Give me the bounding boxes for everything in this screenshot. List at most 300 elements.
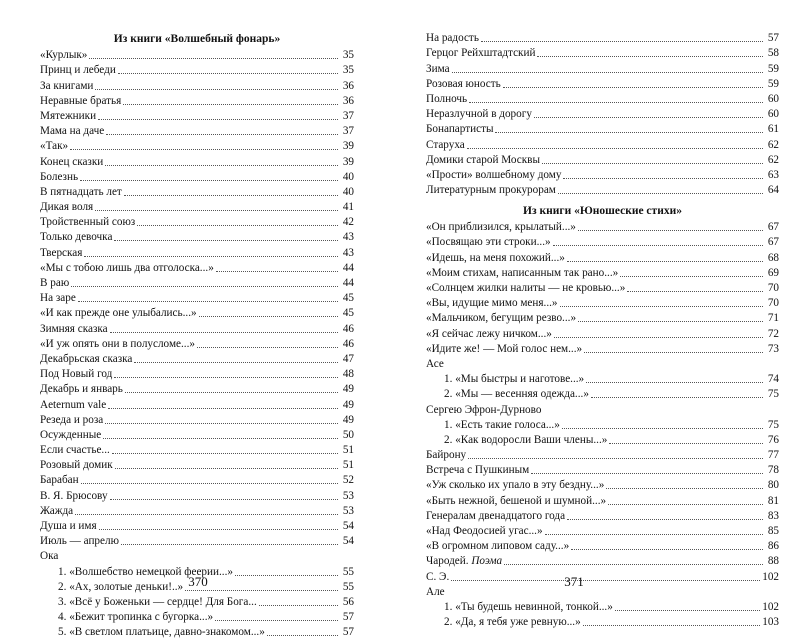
toc-entry-title: «Курлык» bbox=[40, 49, 88, 62]
leader-dots bbox=[504, 561, 763, 565]
toc-entry-title: Только девочка bbox=[40, 231, 113, 244]
toc-entry-title: В пятнадцать лет bbox=[40, 185, 122, 198]
toc-entry-page: 44 bbox=[342, 261, 354, 274]
leader-dots bbox=[108, 405, 338, 409]
toc-entry-page: 103 bbox=[762, 616, 779, 629]
leader-dots bbox=[215, 617, 338, 621]
toc-entry-title: 2. «Мы — весенняя одежда...» bbox=[444, 388, 589, 401]
leader-dots bbox=[267, 632, 338, 636]
toc-entry bbox=[426, 311, 779, 326]
toc-entry-page: 75 bbox=[767, 418, 779, 431]
toc-entry-title: 4. «Бежит тропинка с бугорка...» bbox=[58, 611, 214, 624]
toc-entry-title: 5. «В светлом платьице, давно-знакомом...» bbox=[58, 626, 265, 639]
toc-entry bbox=[40, 154, 354, 169]
toc-entry-title: Болезнь bbox=[40, 170, 79, 183]
toc-entry-title: Ока bbox=[40, 550, 59, 563]
toc-entry bbox=[40, 321, 354, 336]
toc-entry-page: 77 bbox=[767, 449, 779, 462]
toc-entry-page: 37 bbox=[342, 109, 354, 122]
toc-entry-page: 37 bbox=[342, 125, 354, 138]
toc-entry-page: 75 bbox=[767, 388, 779, 401]
toc-entry bbox=[426, 342, 779, 357]
toc-entry-page: 54 bbox=[342, 520, 354, 532]
toc-entry-title: Если счастье... bbox=[40, 444, 110, 457]
toc-entry-title: Декабрь и январь bbox=[40, 383, 123, 396]
toc-entry-title: На радость bbox=[426, 32, 479, 45]
leader-dots bbox=[468, 455, 763, 459]
toc-entry bbox=[426, 107, 779, 122]
toc-entry-title: Герцог Рейхштадтский bbox=[426, 47, 536, 60]
toc-entry-page: 67 bbox=[767, 236, 779, 249]
toc-entry bbox=[426, 61, 779, 76]
toc-entry-title: Зимняя сказка bbox=[40, 322, 108, 335]
toc-entry-page: 60 bbox=[767, 108, 779, 121]
toc-entry-title: Бонапартисты bbox=[426, 123, 494, 136]
toc-entry bbox=[40, 109, 354, 124]
leader-dots bbox=[134, 359, 338, 363]
toc-entry-title: «Идите же! — Мой голос нем...» bbox=[426, 342, 583, 355]
toc-entry-title: Старуха bbox=[426, 138, 465, 151]
leader-dots bbox=[99, 526, 338, 530]
leader-dots bbox=[554, 334, 763, 338]
toc-entry-page: 57 bbox=[767, 32, 779, 45]
toc-entry bbox=[40, 367, 354, 382]
toc-entry-page: 73 bbox=[767, 342, 779, 355]
toc-entry-page: 39 bbox=[342, 155, 354, 168]
leader-dots bbox=[105, 420, 338, 424]
leader-dots bbox=[558, 190, 763, 194]
toc-entry bbox=[426, 220, 779, 235]
toc-entry-page: 40 bbox=[342, 185, 354, 198]
toc-entry bbox=[40, 170, 354, 185]
toc-entry-page: 51 bbox=[342, 444, 354, 457]
toc-entry-title: Июль — апрелю bbox=[40, 535, 119, 548]
leader-dots bbox=[95, 207, 338, 211]
toc-entry-page: 49 bbox=[342, 398, 354, 411]
toc-entry bbox=[40, 230, 354, 245]
leader-dots bbox=[609, 440, 763, 444]
leader-dots bbox=[199, 313, 338, 317]
toc-entry-page: 72 bbox=[767, 327, 779, 340]
leader-dots bbox=[467, 145, 763, 149]
toc-entry-page: 102 bbox=[762, 570, 779, 583]
toc-entry-title: «И уж опять они в полусломе...» bbox=[40, 337, 195, 350]
leader-dots bbox=[583, 622, 761, 626]
toc-entry bbox=[40, 595, 354, 610]
toc-entry bbox=[426, 509, 779, 524]
toc-entry bbox=[40, 458, 354, 473]
toc-entry-page: 86 bbox=[767, 540, 779, 553]
leader-dots bbox=[115, 465, 338, 469]
toc-entry bbox=[426, 387, 779, 402]
toc-entry-title: С. Э. bbox=[426, 570, 450, 583]
toc-entry bbox=[426, 296, 779, 311]
toc-entry-page: 53 bbox=[342, 504, 354, 517]
toc-entry-title: Сергею Эфрон-Дурново bbox=[426, 403, 542, 416]
leader-dots bbox=[105, 162, 338, 166]
toc-entry-page: 55 bbox=[342, 565, 354, 578]
toc-entry-title: Резеда и роза bbox=[40, 413, 104, 426]
toc-entry bbox=[40, 94, 354, 109]
toc-entry bbox=[40, 519, 354, 534]
leader-dots bbox=[70, 146, 338, 150]
toc-entry-page: 61 bbox=[767, 123, 779, 136]
toc-entry bbox=[40, 397, 354, 412]
toc-entry-title: Зима bbox=[426, 62, 450, 75]
toc-entry-page: 85 bbox=[767, 525, 779, 537]
toc-entry-title: Aeternum vale bbox=[40, 398, 107, 411]
leader-dots bbox=[503, 84, 763, 88]
toc-entry-page: 35 bbox=[342, 64, 354, 77]
leader-dots bbox=[606, 485, 763, 489]
toc-entry-page: 76 bbox=[767, 433, 779, 446]
toc-entry-page: 62 bbox=[767, 138, 779, 151]
toc-entry-page: 45 bbox=[342, 292, 354, 305]
toc-entry bbox=[40, 443, 354, 458]
toc-entry-title: Мама на даче bbox=[40, 125, 105, 138]
toc-entry bbox=[426, 600, 779, 615]
toc-entry-title: Литературным прокурорам bbox=[426, 184, 556, 197]
toc-entry-page: 52 bbox=[342, 474, 354, 487]
toc-entry-page: 74 bbox=[767, 373, 779, 386]
toc-entry bbox=[426, 326, 779, 341]
toc-entry-title: Генералам двенадцатого года bbox=[426, 509, 566, 522]
toc-entry-title: За книгами bbox=[40, 79, 94, 92]
toc-entry bbox=[40, 413, 354, 428]
toc-entry bbox=[40, 382, 354, 397]
leader-dots bbox=[106, 131, 338, 135]
toc-entry bbox=[40, 428, 354, 443]
toc-list-youth-poems bbox=[426, 220, 779, 357]
toc-entry-title: «Он приблизился, крылатый...» bbox=[426, 221, 576, 234]
toc-entry-title: «Посвящаю эти строки...» bbox=[426, 236, 551, 249]
leader-dots bbox=[563, 175, 763, 179]
leader-dots bbox=[469, 99, 763, 103]
toc-entry bbox=[40, 352, 354, 367]
toc-entry bbox=[426, 281, 779, 296]
toc-entry-title: «Мы с тобою лишь два отголоска...» bbox=[40, 261, 214, 274]
toc-entry bbox=[40, 185, 354, 200]
leader-dots bbox=[89, 55, 338, 59]
toc-list-continued bbox=[426, 31, 779, 198]
toc-entry-title: Тройственный союз bbox=[40, 216, 136, 229]
toc-entry-page: 59 bbox=[767, 62, 779, 75]
page-number-left: 370 bbox=[188, 574, 208, 589]
toc-entry-title: Розовая юность bbox=[426, 77, 501, 90]
leader-dots bbox=[137, 222, 338, 226]
toc-entry bbox=[426, 31, 779, 46]
toc-entry-title: Декабрьская сказка bbox=[40, 352, 133, 365]
leader-dots bbox=[584, 349, 763, 353]
toc-entry bbox=[40, 78, 354, 93]
toc-entry-page: 39 bbox=[342, 140, 354, 153]
toc-entry bbox=[426, 418, 779, 433]
toc-entry-title: 2. «Да, я тебя уже ревную...» bbox=[444, 616, 581, 629]
leader-dots bbox=[608, 501, 763, 505]
toc-list-magic-lantern bbox=[40, 48, 354, 549]
toc-entry bbox=[40, 48, 354, 63]
toc-entry bbox=[40, 291, 354, 306]
leader-dots bbox=[578, 227, 763, 231]
toc-entry-page: 50 bbox=[342, 428, 354, 441]
toc-entry-page: 36 bbox=[342, 79, 354, 92]
leader-dots bbox=[235, 572, 338, 576]
toc-entry-page: 78 bbox=[767, 464, 779, 477]
toc-entry-title: Полночь bbox=[426, 92, 468, 105]
toc-entry-page: 46 bbox=[342, 322, 354, 335]
toc-entry bbox=[426, 463, 779, 478]
toc-entry bbox=[426, 122, 779, 137]
toc-entry-page: 64 bbox=[767, 184, 779, 197]
toc-entry-page: 67 bbox=[767, 221, 779, 234]
toc-entry-title: Душа и имя bbox=[40, 520, 97, 532]
toc-entry-page: 70 bbox=[767, 297, 779, 310]
toc-entry-title: Тверская bbox=[40, 246, 83, 259]
toc-entry-page: 48 bbox=[342, 368, 354, 381]
toc-entry-page: 44 bbox=[342, 277, 354, 289]
toc-entry bbox=[40, 534, 354, 549]
toc-entry-asya bbox=[426, 357, 779, 372]
toc-entry bbox=[40, 200, 354, 215]
leader-dots bbox=[578, 318, 763, 322]
toc-entry-page: 58 bbox=[767, 47, 779, 60]
toc-entry bbox=[426, 372, 779, 387]
leader-dots bbox=[495, 129, 763, 133]
toc-entry-page: 71 bbox=[767, 312, 779, 325]
leader-dots bbox=[110, 496, 338, 500]
leader-dots bbox=[124, 192, 338, 196]
toc-entry bbox=[426, 478, 779, 493]
toc-entry-title: Барабан bbox=[40, 474, 79, 487]
toc-entry-title: Под Новый год bbox=[40, 368, 113, 381]
toc-entry bbox=[426, 250, 779, 265]
toc-entry-page: 53 bbox=[342, 489, 354, 502]
toc-entry-title: 1. «Мы быстры и наготове...» bbox=[444, 373, 585, 386]
toc-entry-title-genre: Поэма bbox=[471, 555, 503, 568]
leader-dots bbox=[531, 470, 763, 474]
toc-entry-title bbox=[426, 554, 502, 569]
toc-entry-title: «Солнцем жилки налиты — не кровью...» bbox=[426, 282, 626, 294]
toc-entry bbox=[426, 448, 779, 463]
toc-entry-page: 80 bbox=[767, 479, 779, 492]
leader-dots bbox=[75, 511, 338, 515]
leader-dots bbox=[71, 283, 338, 287]
toc-entry-title-main: Чародей. bbox=[426, 555, 472, 568]
toc-entry-oka bbox=[40, 549, 354, 564]
section-heading-magic-lantern: Из книги «Волшебный фонарь» bbox=[113, 33, 281, 45]
section-heading-youth-poems: Из книги «Юношеские стихи» bbox=[523, 205, 682, 218]
leader-dots bbox=[591, 394, 763, 398]
toc-entry-page: 49 bbox=[342, 413, 354, 426]
toc-entry bbox=[426, 183, 779, 198]
toc-entry-title: «В огромном липовом саду...» bbox=[426, 540, 570, 553]
toc-entry-title: 2. «Ах, золотые деньки!..» bbox=[58, 580, 184, 593]
toc-entry-page: 81 bbox=[767, 494, 779, 507]
toc-entry-page: 54 bbox=[342, 535, 354, 548]
leader-dots bbox=[112, 450, 338, 454]
toc-entry bbox=[426, 153, 779, 168]
toc-entry bbox=[40, 610, 354, 625]
toc-entry-page: 41 bbox=[342, 201, 354, 214]
toc-entry-page: 70 bbox=[767, 282, 779, 294]
leader-dots bbox=[98, 116, 338, 120]
toc-entry bbox=[426, 433, 779, 448]
toc-entry-title: Принц и лебеди bbox=[40, 64, 116, 77]
toc-entry-title: 1. «Ты будешь невинной, тонкой...» bbox=[444, 600, 613, 613]
toc-entry-title: «Я сейчас лежу ничком...» bbox=[426, 327, 552, 340]
leader-dots bbox=[216, 268, 338, 272]
leader-dots bbox=[114, 374, 338, 378]
leader-dots bbox=[620, 273, 763, 277]
toc-entry-title: В. Я. Брюсову bbox=[40, 489, 108, 502]
leader-dots bbox=[123, 101, 338, 105]
toc-entry-page: 88 bbox=[767, 555, 779, 568]
leader-dots bbox=[534, 114, 763, 118]
toc-entry-sergey bbox=[426, 402, 779, 417]
toc-entry-page: 59 bbox=[767, 77, 779, 90]
leader-dots bbox=[110, 329, 338, 333]
toc-entry bbox=[40, 261, 354, 276]
right-page bbox=[426, 0, 779, 630]
toc-entry-page: 102 bbox=[762, 600, 779, 613]
toc-entry-title: Асе bbox=[426, 357, 444, 370]
toc-entry-title: «И как прежде оне улыбались...» bbox=[40, 307, 197, 320]
leader-dots bbox=[562, 425, 763, 429]
leader-dots bbox=[627, 288, 763, 292]
toc-entry bbox=[40, 306, 354, 321]
toc-entry-title: Байрону bbox=[426, 449, 467, 462]
toc-entry bbox=[426, 235, 779, 250]
toc-list-youth-poems-continued bbox=[426, 448, 779, 554]
toc-entry-page: 51 bbox=[342, 459, 354, 472]
toc-entry-page: 83 bbox=[767, 509, 779, 522]
toc-entry bbox=[426, 137, 779, 152]
toc-entry bbox=[40, 504, 354, 519]
toc-entry bbox=[40, 245, 354, 260]
toc-entry-title: Мятежники bbox=[40, 109, 97, 122]
toc-sublist-sergey bbox=[426, 418, 779, 448]
toc-entry-title: Осужденные bbox=[40, 428, 102, 441]
toc-entry-page: 35 bbox=[342, 49, 354, 62]
toc-entry-page: 68 bbox=[767, 251, 779, 264]
leader-dots bbox=[560, 303, 763, 307]
leader-dots bbox=[542, 160, 763, 164]
leader-dots bbox=[259, 602, 338, 606]
toc-entry-title: Неразлучной в дорогу bbox=[426, 108, 532, 121]
toc-entry bbox=[426, 168, 779, 183]
leader-dots bbox=[78, 298, 338, 302]
leader-dots bbox=[95, 86, 338, 90]
toc-entry-page: 57 bbox=[342, 626, 354, 639]
toc-entry bbox=[40, 63, 354, 78]
toc-entry bbox=[40, 337, 354, 352]
leader-dots bbox=[103, 435, 338, 439]
toc-entry-title: 1. «Есть такие голоса...» bbox=[444, 418, 560, 431]
toc-entry-title: «Над Феодосией угас...» bbox=[426, 525, 543, 537]
toc-entry bbox=[426, 77, 779, 92]
toc-entry bbox=[426, 266, 779, 281]
toc-entry bbox=[426, 493, 779, 508]
left-page bbox=[40, 0, 354, 640]
toc-entry-title: Встреча с Пушкиным bbox=[426, 464, 530, 477]
leader-dots bbox=[121, 541, 338, 545]
leader-dots bbox=[451, 577, 760, 581]
toc-entry-page: 57 bbox=[342, 611, 354, 624]
toc-entry bbox=[426, 524, 779, 539]
toc-entry-page: 46 bbox=[342, 337, 354, 350]
toc-entry-title: «Моим стихам, написанным так рано...» bbox=[426, 266, 619, 279]
toc-entry-page: 43 bbox=[342, 231, 354, 244]
toc-entry bbox=[40, 215, 354, 230]
leader-dots bbox=[118, 70, 338, 74]
toc-entry-page: 49 bbox=[342, 383, 354, 396]
toc-entry-page: 40 bbox=[342, 170, 354, 183]
leader-dots bbox=[125, 389, 338, 393]
leader-dots bbox=[586, 379, 763, 383]
toc-entry-title: 1. «Волшебство немецкой феерии...» bbox=[58, 565, 233, 578]
toc-entry-title: «Уж сколько их упало в эту бездну...» bbox=[426, 479, 605, 492]
leader-dots bbox=[615, 607, 760, 611]
toc-entry-title: Конец сказки bbox=[40, 155, 104, 168]
toc-entry-page: 47 bbox=[342, 352, 354, 365]
toc-entry bbox=[426, 92, 779, 107]
toc-entry bbox=[426, 615, 779, 630]
toc-sublist-asya bbox=[426, 372, 779, 402]
leader-dots bbox=[114, 237, 338, 241]
toc-entry bbox=[40, 488, 354, 503]
toc-entry-charodey bbox=[426, 554, 779, 569]
leader-dots bbox=[452, 69, 763, 73]
toc-entry-title: Але bbox=[426, 585, 445, 598]
toc-entry-title: «Вы, идущие мимо меня...» bbox=[426, 297, 558, 310]
toc-entry-page: 56 bbox=[342, 595, 354, 608]
leader-dots bbox=[567, 258, 763, 262]
toc-entry bbox=[40, 139, 354, 154]
toc-sublist-ale bbox=[426, 600, 779, 630]
toc-entry-title: «Быть нежной, бешеной и шумной...» bbox=[426, 494, 607, 507]
leader-dots bbox=[80, 177, 338, 181]
toc-entry-title: 2. «Как водоросли Ваши члены...» bbox=[444, 433, 608, 446]
toc-entry-title: Неравные братья bbox=[40, 94, 122, 107]
leader-dots bbox=[567, 516, 763, 520]
toc-entry-title: «Так» bbox=[40, 140, 69, 153]
leader-dots bbox=[545, 531, 763, 535]
toc-entry-page: 63 bbox=[767, 168, 779, 181]
toc-entry-page: 55 bbox=[342, 580, 354, 593]
toc-entry-title: Жажда bbox=[40, 504, 74, 517]
toc-entry-title: Дикая воля bbox=[40, 201, 94, 214]
leader-dots bbox=[84, 253, 338, 257]
toc-entry-title: В раю bbox=[40, 277, 70, 289]
toc-entry-page: 36 bbox=[342, 94, 354, 107]
toc-entry-title: Домики старой Москвы bbox=[426, 153, 540, 166]
leader-dots bbox=[537, 53, 763, 57]
toc-entry bbox=[426, 46, 779, 61]
toc-entry-title: «Мальчиком, бегущим резво...» bbox=[426, 312, 577, 325]
toc-entry-page: 60 bbox=[767, 92, 779, 105]
toc-entry-title: «Прости» волшебному дому bbox=[426, 168, 562, 181]
leader-dots bbox=[197, 344, 338, 348]
leader-dots bbox=[481, 38, 763, 42]
toc-entry bbox=[426, 539, 779, 554]
toc-entry bbox=[40, 124, 354, 139]
page-number-right: 371 bbox=[564, 574, 584, 589]
leader-dots bbox=[553, 242, 763, 246]
toc-entry-page: 42 bbox=[342, 216, 354, 229]
toc-entry-page: 69 bbox=[767, 266, 779, 279]
toc-entry bbox=[40, 473, 354, 488]
toc-entry-page: 43 bbox=[342, 246, 354, 259]
